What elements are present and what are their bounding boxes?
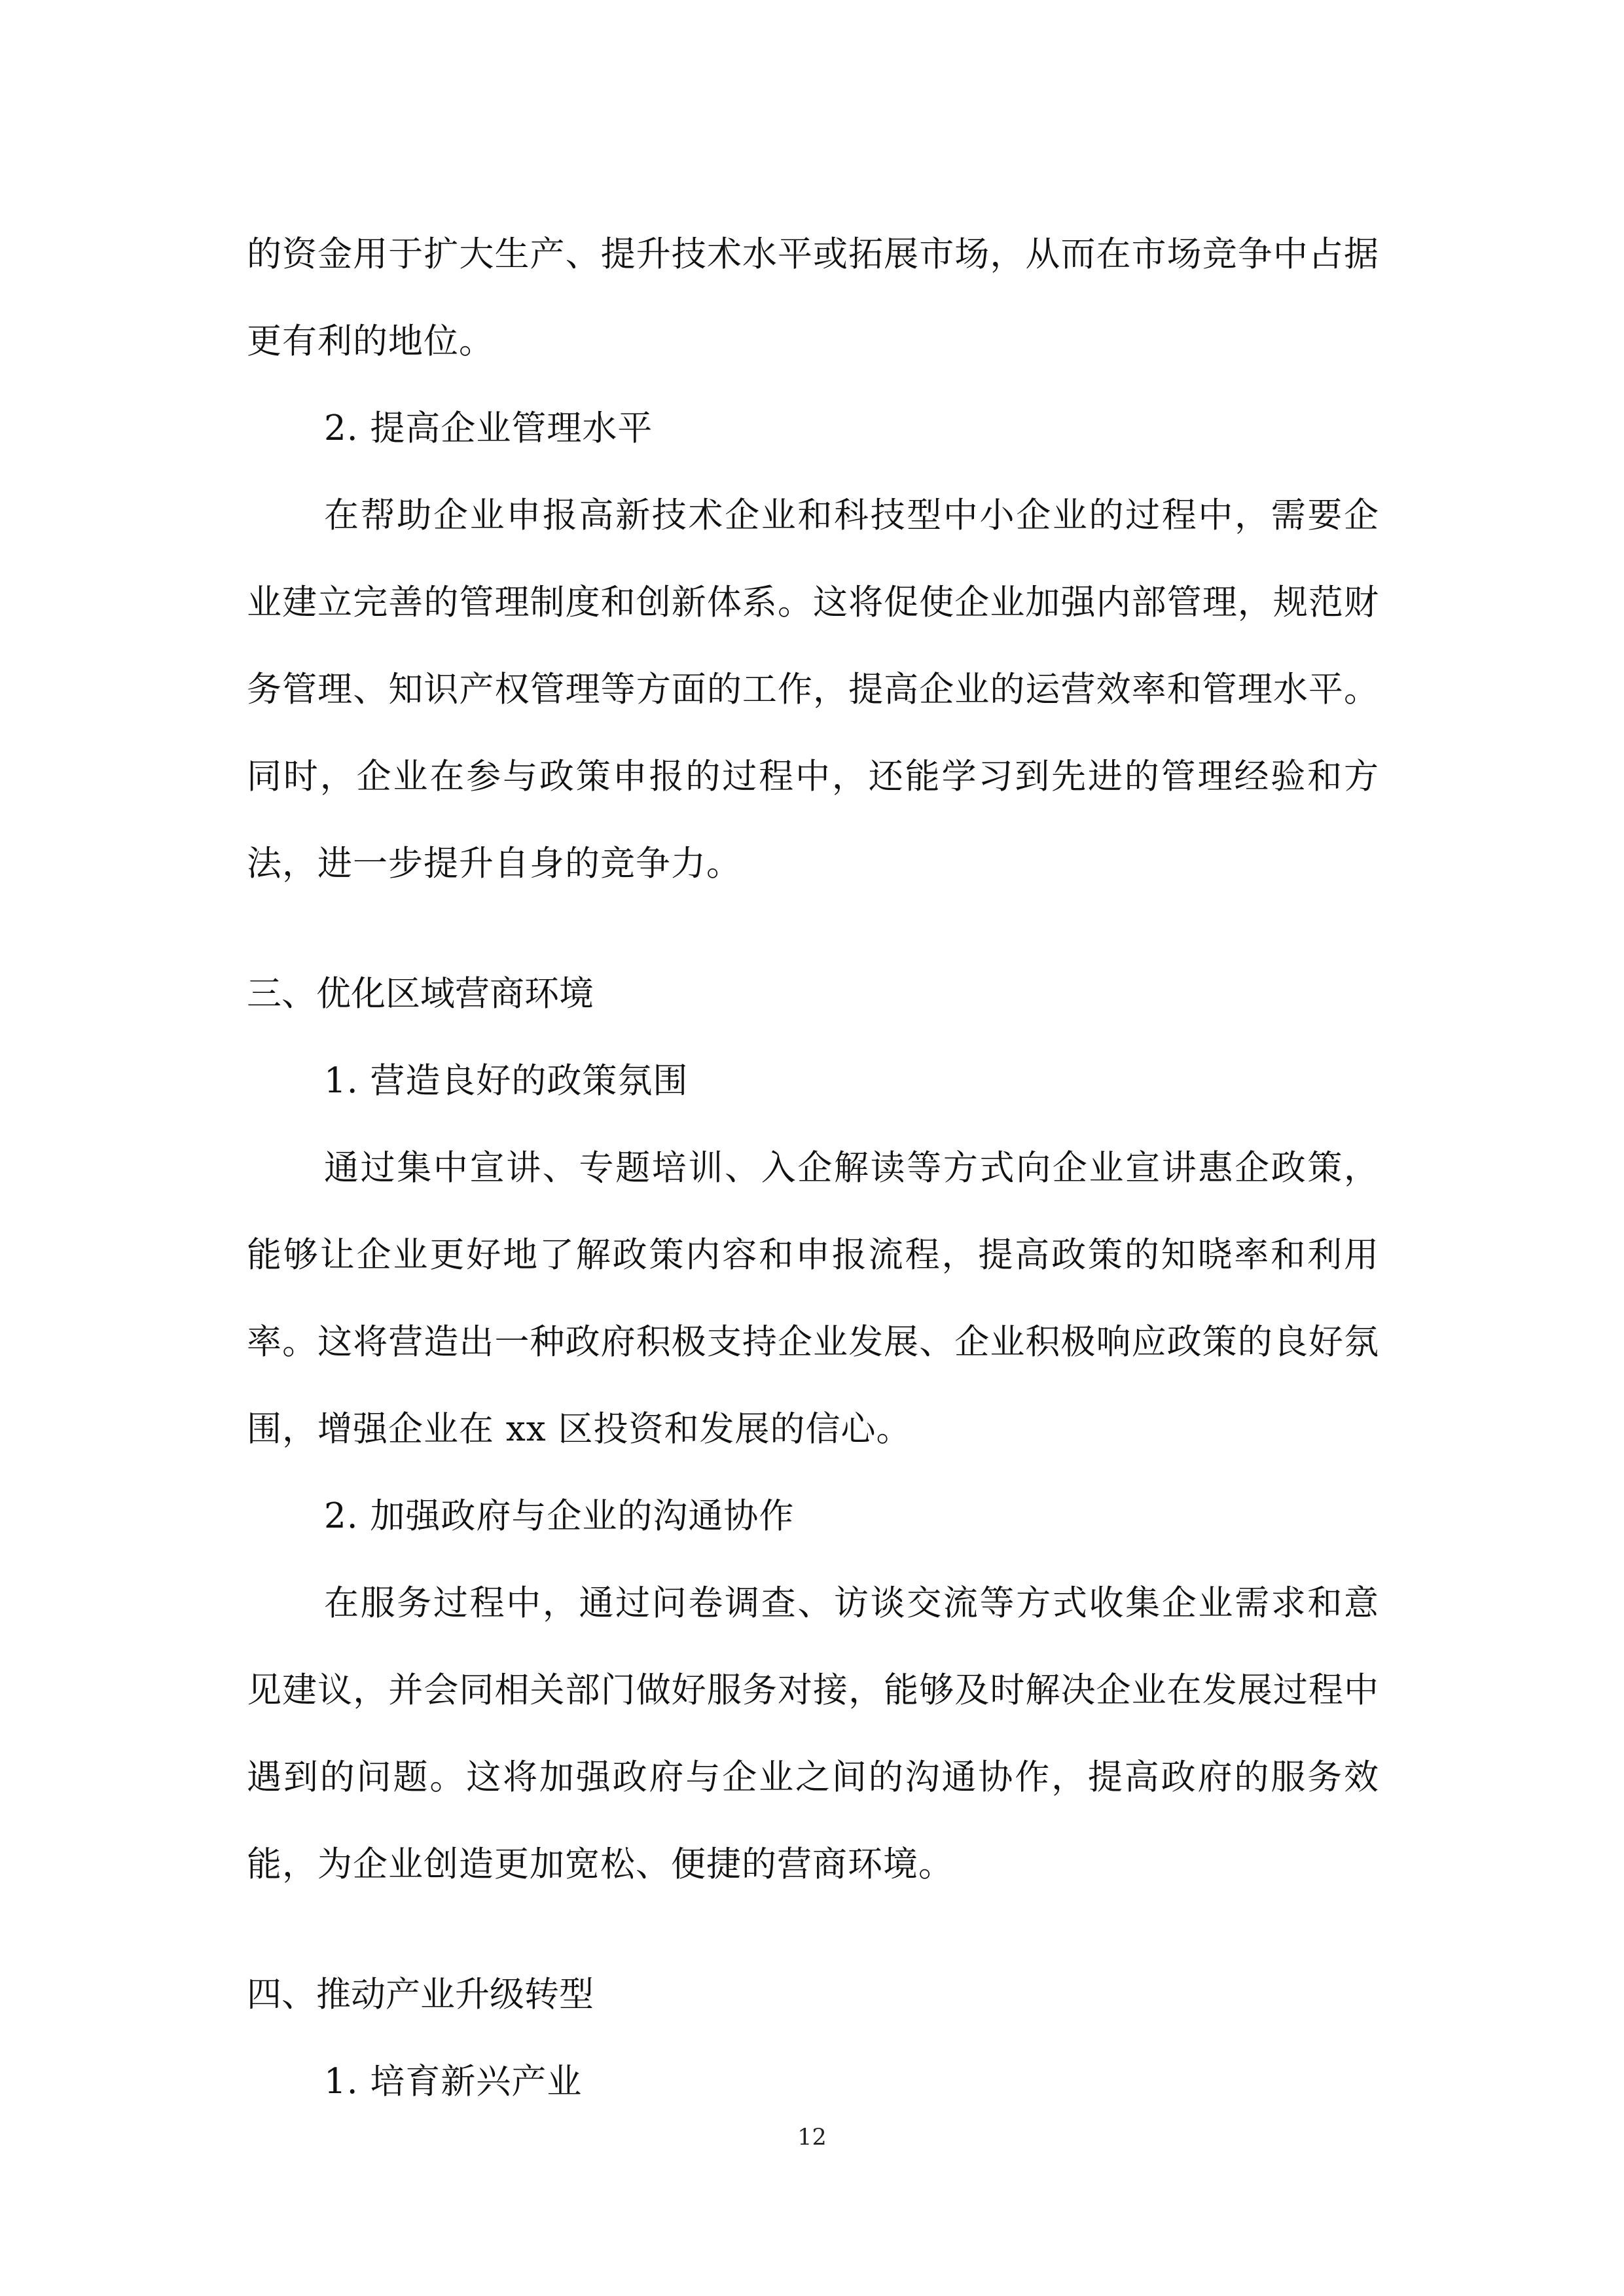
paragraph-government-communication: 在服务过程中，通过问卷调查、访谈交流等方式收集企业需求和意见建议，并会同相关部门做好服务对接，能够及时解决企业在发展过程中遇到的问题。这将加强政府与企业之间的沟通协作，提高政府的服务效能，为企业创造更加宽松、便捷的营商环境。 <box>247 1583 1379 1884</box>
subheading-policy-atmosphere: 1. 营造良好的政策氛围 <box>324 1061 689 1101</box>
subheading-emerging-industries: 1. 培育新兴产业 <box>324 2062 583 2102</box>
subheading-improve-management: 2. 提高企业管理水平 <box>324 408 653 448</box>
page-number: 12 <box>797 2125 827 2151</box>
paragraph-policy-atmosphere: 通过集中宣讲、专题培训、入企解读等方式向企业宣讲惠企政策，能够让企业更好地了解政策内容和申报流程，提高政策的知晓率和利用率。这将营造出一种政府积极支持企业发展、企业积极响应政策的良好氛围，增强企业在 xx 区投资和发展的信心。 <box>247 1148 1379 1449</box>
paragraph-continuation: 的资金用于扩大生产、提升技术水平或拓展市场，从而在市场竞争中占据更有利的地位。 <box>247 234 1379 361</box>
document-body <box>247 211 1379 2125</box>
paragraph-management: 在帮助企业申报高新技术企业和科技型中小企业的过程中，需要企业建立完善的管理制度和创新体系。这将促使企业加强内部管理，规范财务管理、知识产权管理等方面的工作，提高企业的运营效率和管理水平。同时，企业在参与政策申报的过程中，还能学习到先进的管理经验和方法，进一步提升自身的竞争力。 <box>247 495 1379 884</box>
section-heading-business-environment: 三、优化区域营商环境 <box>247 974 594 1014</box>
subheading-government-communication: 2. 加强政府与企业的沟通协作 <box>324 1496 795 1536</box>
section-heading-industry-upgrade: 四、推动产业升级转型 <box>247 1975 594 2015</box>
